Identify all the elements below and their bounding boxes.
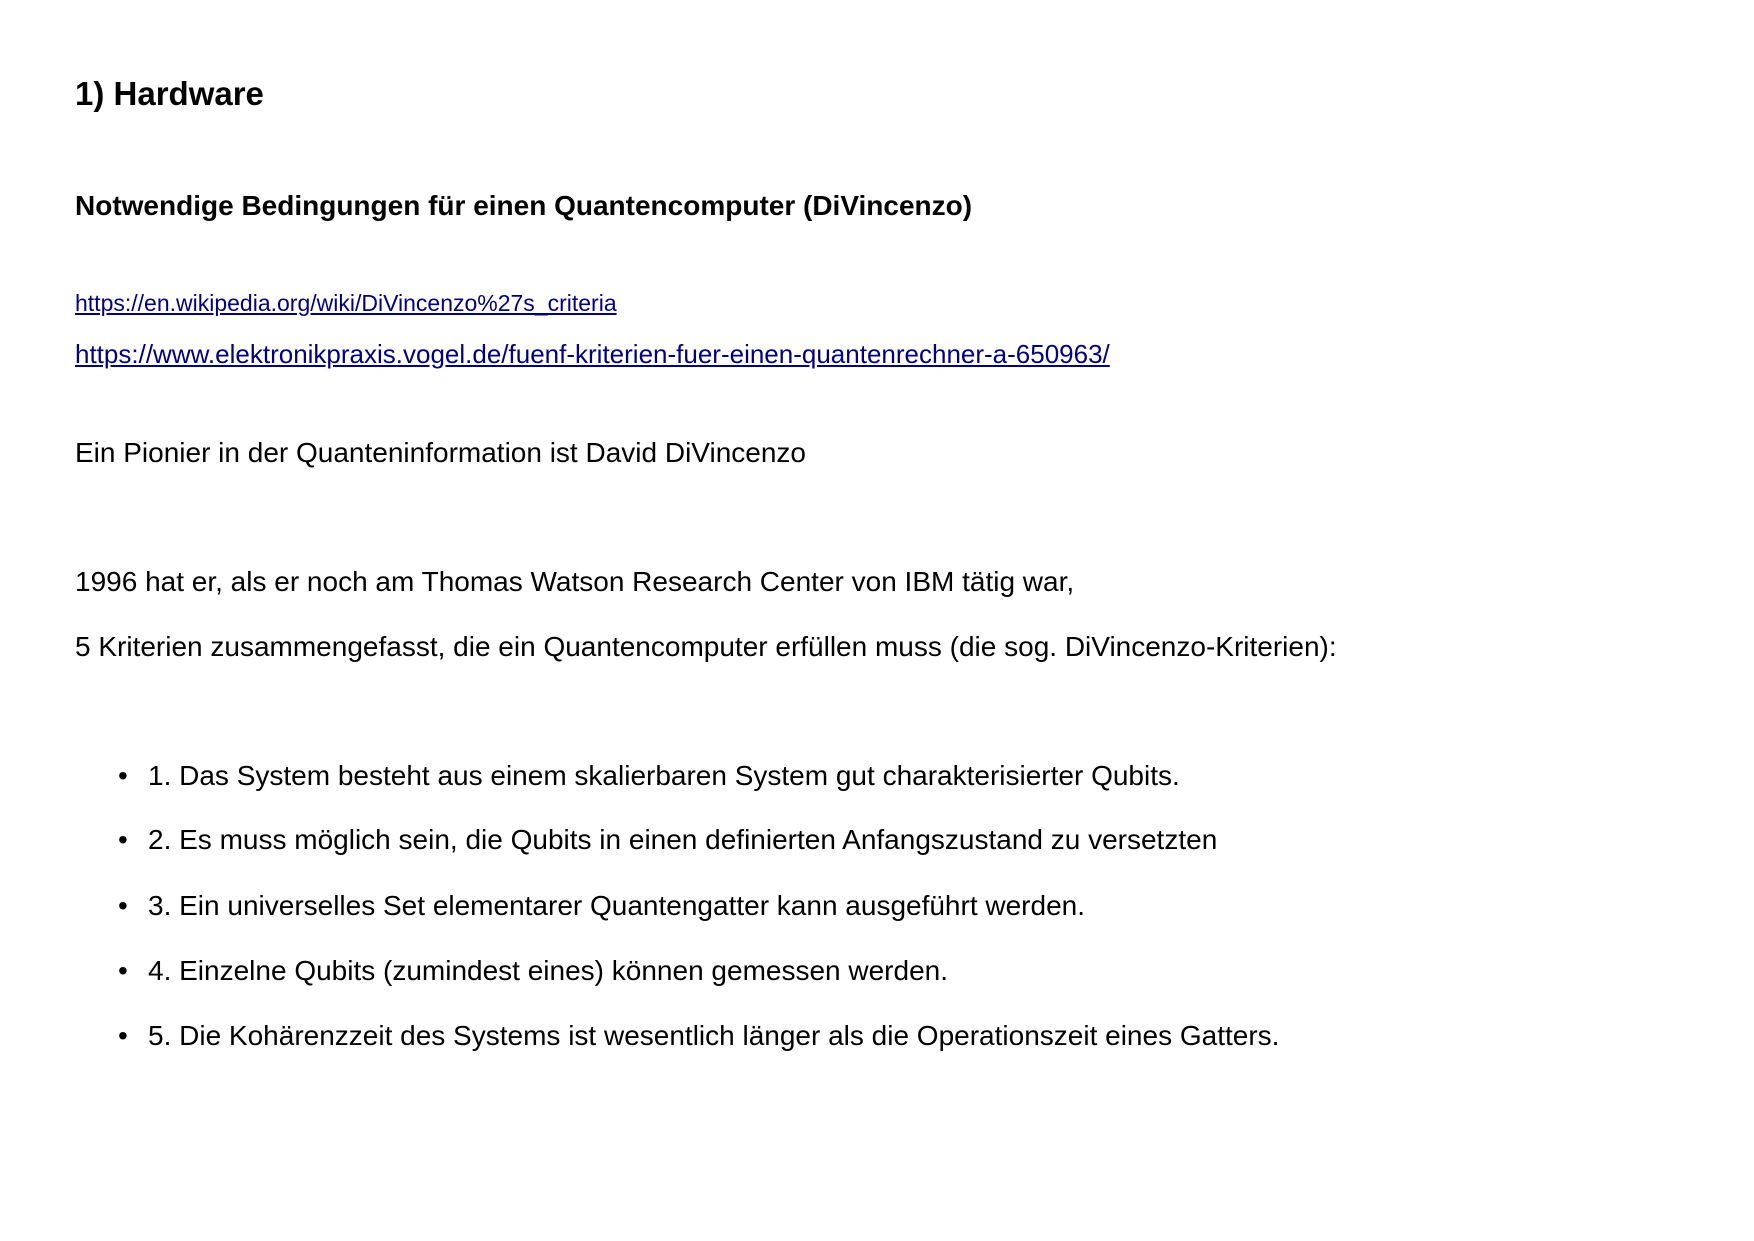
criterion-text: 1. Das System besteht aus einem skalierbaren System gut charakterisierter Qubits.: [148, 760, 1180, 791]
list-item: [118, 758, 1180, 794]
section-heading: Notwendige Bedingungen für einen Quantencomputer (DiVincenzo): [75, 190, 973, 221]
page-title: 1) Hardware: [75, 75, 264, 112]
history-paragraph-line-1: 1996 hat er, als er noch am Thomas Watson Research Center von IBM tätig war,: [75, 566, 1075, 597]
bullet-icon: •: [118, 1020, 128, 1051]
elektronikpraxis-link[interactable]: https://www.elektronikpraxis.vogel.de/fuenf-kriterien-fuer-einen-quantenrechner-a-650963/: [75, 339, 1110, 369]
list-item: [118, 822, 1217, 858]
bullet-icon: •: [118, 824, 128, 855]
criterion-text: 4. Einzelne Qubits (zumindest eines) können gemessen werden.: [148, 955, 948, 986]
criterion-text: 3. Ein universelles Set elementarer Quantengatter kann ausgeführt werden.: [148, 890, 1086, 921]
intro-paragraph: Ein Pionier in der Quanteninformation ist David DiVincenzo: [75, 437, 806, 468]
list-item: [118, 1018, 1279, 1054]
history-paragraph-line-2: 5 Kriterien zusammengefasst, die ein Quantencomputer erfüllen muss (die sog. DiVincenzo-Kriterien):: [75, 631, 1337, 662]
wikipedia-link[interactable]: https://en.wikipedia.org/wiki/DiVincenzo%27s_criteria: [75, 290, 617, 316]
bullet-icon: •: [118, 955, 128, 986]
criterion-text: 2. Es muss möglich sein, die Qubits in einen definierten Anfangszustand zu versetzten: [148, 824, 1218, 855]
list-item: [118, 888, 1085, 924]
criterion-text: 5. Die Kohärenzzeit des Systems ist wesentlich länger als die Operationszeit eines Gatters.: [148, 1020, 1280, 1051]
bullet-icon: •: [118, 890, 128, 921]
bullet-icon: •: [118, 760, 128, 791]
list-item: [118, 953, 948, 989]
